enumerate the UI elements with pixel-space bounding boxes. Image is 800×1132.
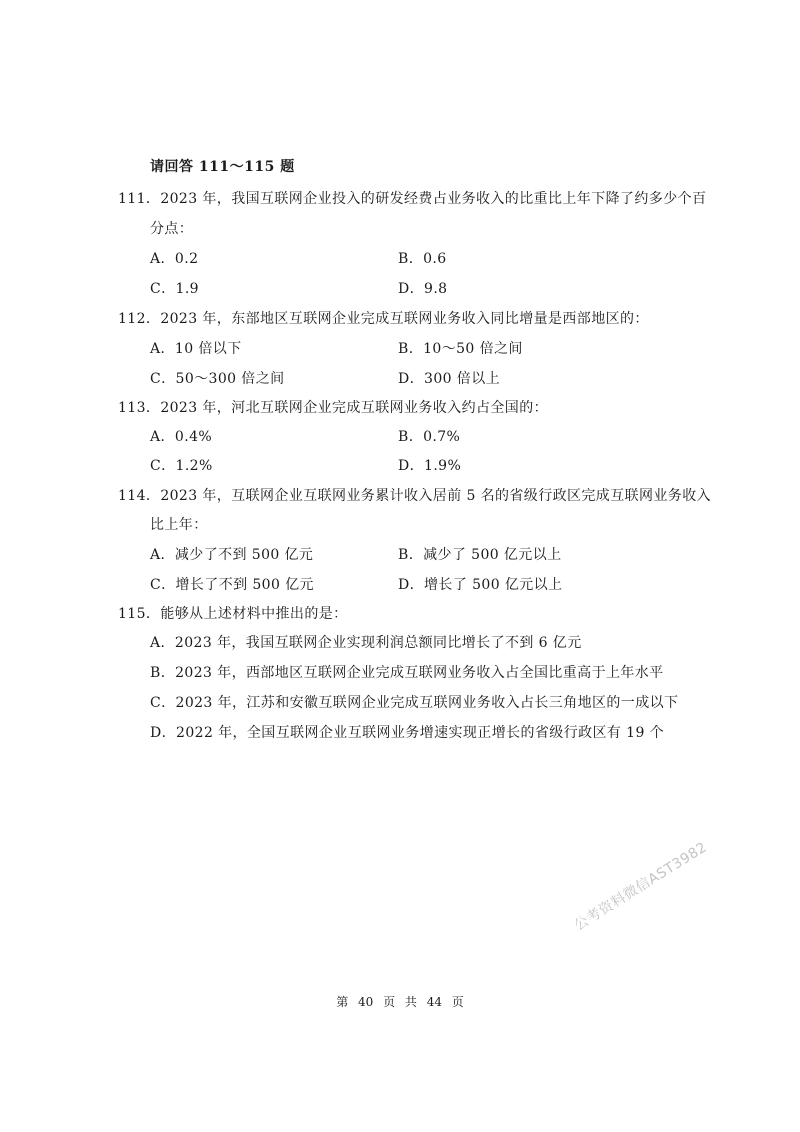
question-111-stem-cont: 分点： xyxy=(150,221,194,237)
question-111-option-a: A．0.2 xyxy=(150,251,199,267)
question-115-option-d: D．2022 年，全国互联网企业互联网业务增速实现正增长的省级行政区有 19 个 xyxy=(150,725,665,741)
question-114-option-b: B．减少了 500 亿元以上 xyxy=(398,547,562,563)
section-title: 请回答 111～115 题 xyxy=(150,159,295,175)
question-111-option-c: C．1.9 xyxy=(150,281,199,297)
question-112-stem: 112．2023 年，东部地区互联网企业完成互联网业务收入同比增量是西部地区的： xyxy=(118,311,649,327)
question-115-option-c: C．2023 年，江苏和安徽互联网企业完成互联网业务收入占长三角地区的一成以下 xyxy=(150,695,679,711)
question-114-option-a: A．减少了不到 500 亿元 xyxy=(150,547,314,563)
question-112-option-a: A．10 倍以下 xyxy=(150,341,242,357)
question-114-stem-cont: 比上年： xyxy=(150,517,208,533)
question-114-stem: 114．2023 年，互联网企业互联网业务累计收入居前 5 名的省级行政区完成互联网业务收入 xyxy=(118,488,712,504)
question-113-option-d: D．1.9% xyxy=(398,458,462,474)
question-113-option-a: A．0.4% xyxy=(150,429,213,445)
question-115-option-b: B．2023 年，西部地区互联网企业完成互联网业务收入占全国比重高于上年水平 xyxy=(150,665,664,681)
question-114-option-c: C．增长了不到 500 亿元 xyxy=(150,577,314,593)
question-115-option-a: A．2023 年，我国互联网企业实现利润总额同比增长了不到 6 亿元 xyxy=(150,635,582,651)
question-115-stem: 115．能够从上述材料中推出的是： xyxy=(118,606,348,622)
question-111-option-d: D．9.8 xyxy=(398,281,448,297)
page-footer: 第 40 页 共 44 页 xyxy=(336,995,464,1009)
question-113-option-b: B．0.7% xyxy=(398,429,461,445)
question-112-option-c: C．50～300 倍之间 xyxy=(150,371,285,387)
question-112-option-d: D．300 倍以上 xyxy=(398,371,500,387)
question-111-option-b: B．0.6 xyxy=(398,251,447,267)
question-112-option-b: B．10～50 倍之间 xyxy=(398,341,523,357)
question-113-stem: 113．2023 年，河北互联网企业完成互联网业务收入约占全国的： xyxy=(118,400,548,416)
watermark-text: 公考资料微信AST3982 xyxy=(571,839,710,935)
question-114-option-d: D．增长了 500 亿元以上 xyxy=(398,577,563,593)
question-111-stem: 111．2023 年，我国互联网企业投入的研发经费占业务收入的比重比上年下降了约多少个百 xyxy=(118,191,707,207)
question-113-option-c: C．1.2% xyxy=(150,458,213,474)
